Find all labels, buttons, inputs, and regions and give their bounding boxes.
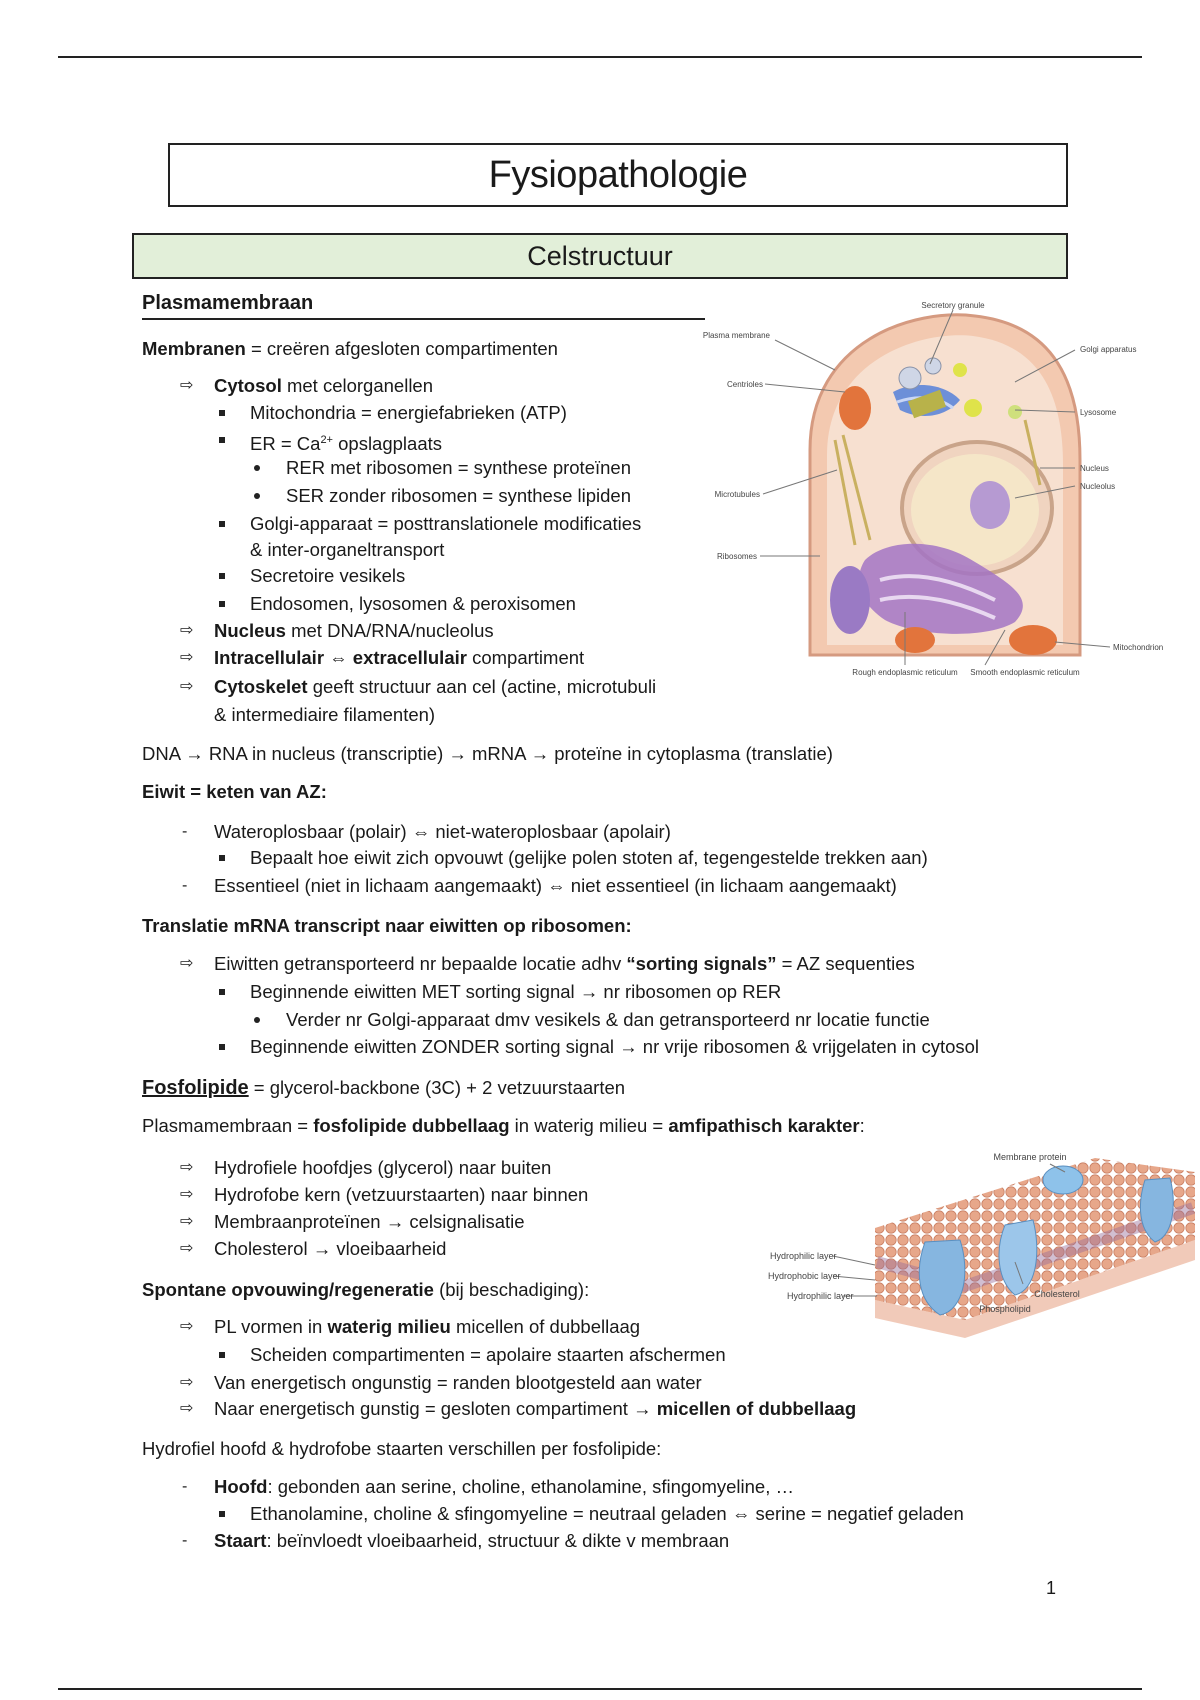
dash-marker: - — [182, 1532, 188, 1549]
cell-label: Secretory granule — [921, 301, 985, 310]
text-hydrofobe: Hydrofobe kern (vetzuurstaarten) naar binnen — [214, 1184, 589, 1205]
text-hydrofiele: Hydrofiele hoofdjes (glycerol) naar buiten — [214, 1157, 552, 1178]
page-number: 1 — [1045, 1578, 1056, 1598]
arrow-marker: ⇨ — [180, 1159, 194, 1176]
section-title: Celstructuur — [132, 233, 1068, 279]
page-title: Fysiopathologie — [168, 143, 1068, 207]
square-bullet — [219, 1352, 225, 1358]
text-golgi: Golgi-apparaat = posttranslationele modificaties — [250, 513, 642, 534]
text-er: ER = $Ca^{2+}$ opslagplaats — [250, 433, 443, 455]
cell-body — [810, 315, 1080, 655]
arrow-marker: ⇨ — [180, 678, 194, 695]
text-nucleus: Nucleus met DNA/RNA/nucleolus — [214, 620, 494, 641]
text-eiwitten: Eiwitten getransporteerd nr bepaalde locatie adhv “sorting signals” = AZ sequenties — [214, 953, 915, 974]
square-bullet — [219, 855, 225, 861]
square-bullet — [219, 601, 225, 607]
text-beginnende-zonder: Beginnende eiwitten ZONDER sorting signal → nr vrije ribosomen & vrijgelaten in cytosol — [250, 1036, 980, 1057]
text-scheiden: Scheiden compartimenten = apolaire staarten afschermen — [250, 1344, 726, 1365]
text-cytosol: Cytosol met celorganellen — [214, 375, 434, 396]
dash-marker: - — [182, 823, 188, 840]
text-verder: Verder nr Golgi-apparaat dmv vesikels & dan getransporteerd nr locatie functie — [286, 1009, 930, 1030]
text-translatie: Translatie mRNA transcript naar eiwitten op ribosomen: — [142, 915, 632, 936]
text-dna: DNA → RNA in nucleus (transcriptie) → mRNA → proteïne in cytoplasma (translatie) — [142, 743, 833, 764]
square-bullet — [219, 410, 225, 416]
text-cholesterol: Cholesterol → vloeibaarheid — [214, 1238, 447, 1259]
text-cytoskelet-cont: & intermediaire filamenten) — [214, 704, 436, 725]
square-bullet — [219, 437, 225, 443]
arrow-marker: ⇨ — [180, 1318, 194, 1335]
text-naar-energetisch: Naar energetisch gunstig = gesloten compartiment → micellen of dubbellaag — [214, 1398, 857, 1419]
text-pl-vormen: PL vormen in waterig milieu micellen of dubbellaag — [214, 1316, 641, 1337]
text-beginnende-met: Beginnende eiwitten MET sorting signal → nr ribosomen op RER — [250, 981, 782, 1002]
text-staart: Staart: beïnvloedt vloeibaarheid, structuur & dikte v membraan — [214, 1530, 730, 1551]
bilayer — [875, 1158, 1195, 1338]
text-mitochondria: Mitochondria = energiefabrieken (ATP) — [250, 402, 567, 423]
text-rer: RER met ribosomen = synthese proteïnen — [286, 457, 631, 478]
membrane-label: Hydrophobic layer — [768, 1271, 841, 1281]
membrane-diagram — [765, 1150, 1195, 1340]
text-spontane: Spontane opvouwing/regeneratie (bij beschadiging): — [142, 1279, 590, 1300]
text-eiwit: Eiwit = keten van AZ: — [142, 781, 327, 802]
text-membraanproteinen: Membraanproteïnen → celsignalisatie — [214, 1211, 525, 1232]
cell-label: Golgi apparatus — [1080, 345, 1137, 354]
cell-label: Centrioles — [726, 380, 763, 389]
arrow-marker: ⇨ — [180, 1400, 194, 1417]
cell-diagram — [702, 300, 1164, 705]
cell-label: Smooth endoplasmic reticulum — [970, 668, 1080, 677]
membrane-label: Membrane protein — [993, 1152, 1067, 1162]
text-hoofd: Hoofd: gebonden aan serine, choline, ethanolamine, sfingomyeline, … — [214, 1476, 795, 1497]
text-fosfolipide: Fosfolipide = glycerol-backbone (3C) + 2 vetzuurstaarten — [142, 1077, 626, 1099]
text-hydrofiel-hoofd: Hydrofiel hoofd & hydrofobe staarten verschillen per fosfolipide: — [142, 1438, 662, 1459]
text-cytoskelet: Cytoskelet geeft structuur aan cel (actine, microtubuli — [214, 676, 657, 697]
square-bullet — [219, 1511, 225, 1517]
cell-label: Plasma membrane — [702, 331, 770, 340]
text-wateroplosbaar: Wateroplosbaar (polair) ⇔ niet-wateroplosbaar (apolair) — [214, 821, 671, 842]
text-golgi-cont: & inter-organeltransport — [250, 539, 445, 560]
text-ser: SER zonder ribosomen = synthese lipiden — [286, 485, 632, 506]
subheading-plasmamembraan: Plasmamembraan — [142, 292, 705, 320]
round-bullet — [254, 1017, 260, 1023]
arrow-marker: ⇨ — [180, 1186, 194, 1203]
text-plasmamembraan: Plasmamembraan = fosfolipide dubbellaag in waterig milieu = amfipathisch karakter: — [142, 1115, 865, 1136]
text-intracellulair: Intracellulair ⇔ extracellulair compartiment — [214, 647, 585, 668]
cell-label: Microtubules — [714, 490, 760, 499]
text-membranen: Membranen = creëren afgesloten compartimenten — [142, 338, 558, 359]
cell-label: Nucleus — [1080, 464, 1109, 473]
square-bullet — [219, 573, 225, 579]
dash-marker: - — [182, 877, 188, 894]
round-bullet — [254, 465, 260, 471]
square-bullet — [219, 1044, 225, 1050]
text-bepaalt: Bepaalt hoe eiwit zich opvouwt (gelijke polen stoten af, tegengestelde trekken aan) — [250, 847, 928, 868]
round-bullet — [254, 493, 260, 499]
arrow-marker: ⇨ — [180, 1374, 194, 1391]
arrow-marker: ⇨ — [180, 622, 194, 639]
square-bullet — [219, 521, 225, 527]
text-ethanolamine: Ethanolamine, choline & sfingomyeline = neutraal geladen ⇔ serine = negatief geladen — [250, 1503, 964, 1524]
cell-label: Lysosome — [1080, 408, 1117, 417]
bottom-rule — [58, 1688, 1142, 1690]
membrane-label: Hydrophilic layer — [770, 1251, 837, 1261]
text-endosomen: Endosomen, lysosomen & peroxisomen — [250, 593, 576, 614]
membrane-label: Cholesterol — [1034, 1289, 1080, 1299]
text-van-energetisch: Van energetisch ongunstig = randen blootgesteld aan water — [214, 1372, 702, 1393]
cell-label: Mitochondrion — [1113, 643, 1164, 652]
cell-label: Ribosomes — [716, 552, 757, 561]
dash-marker: - — [182, 1478, 188, 1495]
arrow-marker: ⇨ — [180, 649, 194, 666]
square-bullet — [219, 989, 225, 995]
cell-label: Rough endoplasmic reticulum — [852, 668, 958, 677]
membrane-label: Phospholipid — [979, 1304, 1031, 1314]
top-rule — [58, 56, 1142, 58]
arrow-marker: ⇨ — [180, 955, 194, 972]
arrow-marker: ⇨ — [180, 1240, 194, 1257]
membrane-label: Hydrophilic layer — [787, 1291, 854, 1301]
cell-label: Nucleolus — [1080, 482, 1116, 491]
arrow-marker: ⇨ — [180, 377, 194, 394]
arrow-marker: ⇨ — [180, 1213, 194, 1230]
text-essentieel: Essentieel (niet in lichaam aangemaakt) ⇔ niet essentieel (in lichaam aangemaakt) — [214, 875, 897, 896]
text-secretoire: Secretoire vesikels — [250, 565, 406, 586]
